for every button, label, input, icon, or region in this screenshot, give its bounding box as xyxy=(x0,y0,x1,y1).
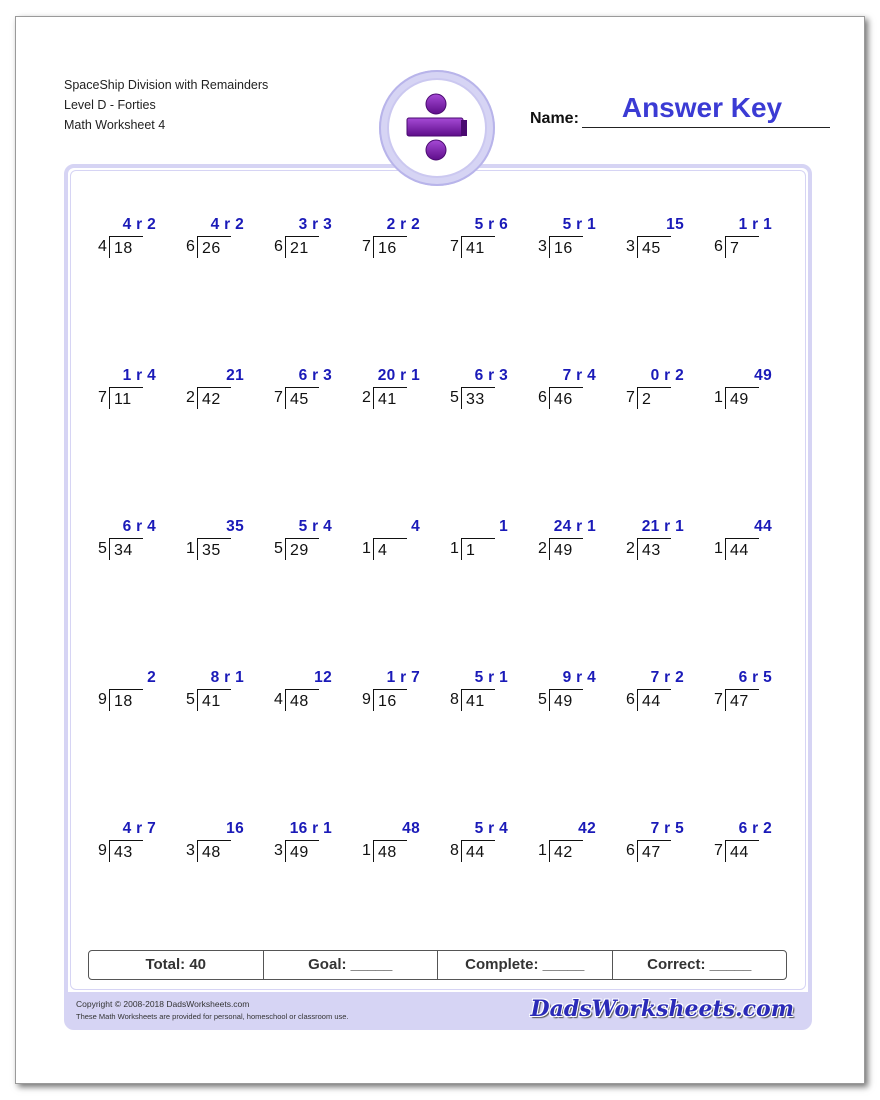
dividend: 11 xyxy=(114,391,132,408)
divisor: 4 xyxy=(274,691,283,708)
division-problem xyxy=(274,669,332,719)
division-problem xyxy=(450,518,508,568)
dividend: 49 xyxy=(730,391,749,408)
division-problem xyxy=(626,518,684,568)
dividend: 49 xyxy=(554,542,573,559)
dividend-bracket xyxy=(637,689,671,711)
dividend: 4 xyxy=(378,542,388,559)
quotient-answer: 5 r 1 xyxy=(474,669,508,686)
division-problem xyxy=(626,669,684,719)
division-problem xyxy=(362,669,420,719)
quotient-answer: 6 r 2 xyxy=(738,820,772,837)
divisor: 6 xyxy=(538,389,547,406)
dividend-bracket xyxy=(109,840,143,862)
total-count: Total: 40 xyxy=(89,951,264,979)
divisor: 7 xyxy=(626,389,635,406)
division-problem xyxy=(714,518,772,568)
dividend: 18 xyxy=(114,240,133,257)
site-logo: DadsWorksheets.com xyxy=(530,996,794,1022)
division-problem xyxy=(274,518,332,568)
division-problem xyxy=(186,518,244,568)
quotient-answer: 42 xyxy=(578,820,596,837)
divisor: 2 xyxy=(538,540,547,557)
divisor: 3 xyxy=(274,842,283,859)
correct-field: Correct: _____ xyxy=(647,956,752,973)
divisor: 3 xyxy=(186,842,195,859)
dividend-bracket xyxy=(461,236,495,258)
dividend-bracket xyxy=(197,236,231,258)
divisor: 6 xyxy=(186,238,195,255)
quotient-answer: 5 r 6 xyxy=(474,216,508,233)
division-problem xyxy=(626,216,684,266)
dividend-bracket xyxy=(373,236,407,258)
quotient-answer: 16 r 1 xyxy=(289,820,332,837)
dividend: 41 xyxy=(466,240,485,257)
dividend-bracket xyxy=(461,689,495,711)
dividend: 46 xyxy=(554,391,573,408)
footer-band xyxy=(66,992,810,1028)
worksheet-level: Level D - Forties xyxy=(64,98,156,112)
division-problem xyxy=(538,820,596,870)
dividend: 44 xyxy=(466,844,485,861)
dividend: 7 xyxy=(730,240,740,257)
dividend-bracket xyxy=(109,689,143,711)
quotient-answer: 6 r 3 xyxy=(474,367,508,384)
division-problem xyxy=(98,216,156,266)
division-problem xyxy=(98,367,156,417)
quotient-answer: 6 r 5 xyxy=(738,669,772,686)
divisor: 7 xyxy=(714,691,723,708)
quotient-answer: 16 xyxy=(226,820,244,837)
division-problem xyxy=(450,669,508,719)
dividend: 49 xyxy=(290,844,309,861)
quotient-answer: 12 xyxy=(314,669,332,686)
dividend: 43 xyxy=(114,844,133,861)
dividend-bracket xyxy=(549,689,583,711)
dividend-bracket xyxy=(373,387,407,409)
division-problem xyxy=(714,216,772,266)
dividend: 26 xyxy=(202,240,221,257)
dividend: 41 xyxy=(466,693,485,710)
division-badge xyxy=(379,70,495,186)
quotient-answer: 0 r 2 xyxy=(650,367,684,384)
quotient-answer: 15 xyxy=(666,216,684,233)
dividend: 45 xyxy=(290,391,309,408)
name-label: Name: xyxy=(530,110,579,127)
division-problem xyxy=(538,518,596,568)
division-problem xyxy=(538,216,596,266)
dividend-bracket xyxy=(549,840,583,862)
divisor: 1 xyxy=(362,540,371,557)
dividend: 2 xyxy=(642,391,652,408)
quotient-answer: 49 xyxy=(754,367,772,384)
divisor: 5 xyxy=(186,691,195,708)
divisor: 6 xyxy=(626,842,635,859)
quotient-answer: 5 r 4 xyxy=(474,820,508,837)
dividend-bracket xyxy=(637,538,671,560)
dividend: 44 xyxy=(730,542,749,559)
division-problem xyxy=(98,669,156,719)
usage-notice: These Math Worksheets are provided for personal, homeschool or classroom use. xyxy=(76,1012,349,1021)
name-line xyxy=(582,127,830,128)
dividend-bracket xyxy=(725,840,759,862)
dividend-bracket xyxy=(461,538,495,560)
quotient-answer: 20 r 1 xyxy=(377,367,420,384)
dividend: 45 xyxy=(642,240,661,257)
worksheet-title: SpaceShip Division with Remainders xyxy=(64,78,269,92)
division-problem xyxy=(186,669,244,719)
divisor: 2 xyxy=(626,540,635,557)
division-problem xyxy=(714,367,772,417)
dividend: 44 xyxy=(642,693,661,710)
dividend-bracket xyxy=(285,538,319,560)
dividend: 21 xyxy=(290,240,309,257)
divisor: 7 xyxy=(274,389,283,406)
quotient-answer: 4 r 7 xyxy=(122,820,156,837)
divisor: 2 xyxy=(362,389,371,406)
dividend-bracket xyxy=(637,387,671,409)
dividend-bracket xyxy=(725,689,759,711)
division-problem xyxy=(450,216,508,266)
quotient-answer: 5 r 4 xyxy=(298,518,332,535)
quotient-answer: 1 r 7 xyxy=(386,669,420,686)
copyright-text: Copyright © 2008-2018 DadsWorksheets.com xyxy=(76,999,250,1009)
answer-key-text: Answer Key xyxy=(621,92,783,123)
division-problem xyxy=(186,820,244,870)
divisor: 5 xyxy=(538,691,547,708)
divisor: 3 xyxy=(626,238,635,255)
quotient-answer: 7 r 2 xyxy=(650,669,684,686)
quotient-answer: 24 r 1 xyxy=(553,518,596,535)
quotient-answer: 1 xyxy=(499,518,508,535)
dividend-bracket xyxy=(725,538,759,560)
dividend: 16 xyxy=(554,240,573,257)
divisor: 1 xyxy=(186,540,195,557)
quotient-answer: 2 xyxy=(147,669,156,686)
dividend-bracket xyxy=(725,236,759,258)
divisor: 8 xyxy=(450,691,459,708)
dividend-bracket xyxy=(549,538,583,560)
quotient-answer: 4 r 2 xyxy=(122,216,156,233)
division-problem xyxy=(538,669,596,719)
quotient-answer: 2 r 2 xyxy=(386,216,420,233)
dividend: 34 xyxy=(114,542,133,559)
division-problem xyxy=(626,367,684,417)
division-problem xyxy=(186,367,244,417)
dividend-bracket xyxy=(373,689,407,711)
dividend-bracket xyxy=(373,538,407,560)
division-problem xyxy=(274,216,332,266)
dividend: 29 xyxy=(290,542,309,559)
dividend-bracket xyxy=(637,236,671,258)
dividend-bracket xyxy=(197,689,231,711)
division-problem xyxy=(362,367,420,417)
divisor: 5 xyxy=(98,540,107,557)
quotient-answer: 3 r 3 xyxy=(298,216,332,233)
quotient-answer: 4 xyxy=(411,518,420,535)
dividend: 42 xyxy=(554,844,573,861)
division-problem xyxy=(186,216,244,266)
quotient-answer: 4 r 2 xyxy=(210,216,244,233)
divisor: 2 xyxy=(186,389,195,406)
divisor: 1 xyxy=(362,842,371,859)
quotient-answer: 35 xyxy=(226,518,244,535)
quotient-answer: 5 r 1 xyxy=(562,216,596,233)
division-problem xyxy=(450,367,508,417)
divisor: 7 xyxy=(362,238,371,255)
quotient-answer: 44 xyxy=(754,518,772,535)
divisor: 5 xyxy=(450,389,459,406)
dividend-bracket xyxy=(285,689,319,711)
divisor: 7 xyxy=(714,842,723,859)
divisor: 9 xyxy=(98,842,107,859)
dividend: 49 xyxy=(554,693,573,710)
dividend: 1 xyxy=(466,542,476,559)
dividend-bracket xyxy=(197,538,231,560)
divisor: 8 xyxy=(450,842,459,859)
quotient-answer: 6 r 3 xyxy=(298,367,332,384)
goal-field: Goal: _____ xyxy=(264,951,439,979)
dividend: 43 xyxy=(642,542,661,559)
division-problem xyxy=(538,367,596,417)
dividend: 48 xyxy=(202,844,221,861)
dividend: 16 xyxy=(378,240,397,257)
dividend-bracket xyxy=(109,236,143,258)
dividend-bracket xyxy=(461,387,495,409)
dividend: 33 xyxy=(466,391,485,408)
dividend: 16 xyxy=(378,693,397,710)
divisor: 1 xyxy=(714,389,723,406)
dividend: 44 xyxy=(730,844,749,861)
divisor: 1 xyxy=(538,842,547,859)
dividend-bracket xyxy=(197,840,231,862)
division-problem xyxy=(98,820,156,870)
divisor: 6 xyxy=(626,691,635,708)
quotient-answer: 6 r 4 xyxy=(122,518,156,535)
divisor: 9 xyxy=(362,691,371,708)
division-problem xyxy=(274,367,332,417)
dividend-bracket xyxy=(109,387,143,409)
division-problem xyxy=(450,820,508,870)
dividend-bracket xyxy=(725,387,759,409)
quotient-answer: 9 r 4 xyxy=(562,669,596,686)
complete-field: Complete: _____ xyxy=(438,951,613,979)
divisor: 4 xyxy=(98,238,107,255)
divisor: 1 xyxy=(714,540,723,557)
dividend-bracket xyxy=(373,840,407,862)
worksheet-number: Math Worksheet 4 xyxy=(64,118,166,132)
dividend-bracket xyxy=(549,387,583,409)
dividend-bracket xyxy=(285,840,319,862)
dividend-bracket xyxy=(285,387,319,409)
divisor: 6 xyxy=(714,238,723,255)
divisor: 1 xyxy=(450,540,459,557)
division-problem xyxy=(714,669,772,719)
quotient-answer: 7 r 5 xyxy=(650,820,684,837)
divisor: 3 xyxy=(538,238,547,255)
divisor: 7 xyxy=(98,389,107,406)
dividend: 48 xyxy=(290,693,309,710)
quotient-answer: 8 r 1 xyxy=(210,669,244,686)
dividend-bracket xyxy=(461,840,495,862)
divisor: 7 xyxy=(450,238,459,255)
division-problem xyxy=(362,216,420,266)
dividend: 47 xyxy=(642,844,661,861)
dividend: 41 xyxy=(378,391,397,408)
divisor: 6 xyxy=(274,238,283,255)
dividend-bracket xyxy=(109,538,143,560)
quotient-answer: 21 r 1 xyxy=(641,518,684,535)
dividend-bracket xyxy=(637,840,671,862)
quotient-answer: 7 r 4 xyxy=(562,367,596,384)
dividend: 18 xyxy=(114,693,133,710)
dividend: 41 xyxy=(202,693,221,710)
dividend-bracket xyxy=(197,387,231,409)
dividend: 35 xyxy=(202,542,221,559)
dividend-bracket xyxy=(549,236,583,258)
quotient-answer: 1 r 4 xyxy=(122,367,156,384)
quotient-answer: 1 r 1 xyxy=(738,216,772,233)
division-problem xyxy=(98,518,156,568)
dividend: 48 xyxy=(378,844,397,861)
division-problem xyxy=(362,820,420,870)
quotient-answer: 21 xyxy=(226,367,244,384)
dividend: 47 xyxy=(730,693,749,710)
quotient-answer: 48 xyxy=(402,820,420,837)
division-problem xyxy=(626,820,684,870)
division-problem xyxy=(274,820,332,870)
score-box xyxy=(88,950,787,980)
division-sign-icon xyxy=(403,92,471,164)
dividend-bracket xyxy=(285,236,319,258)
problem-frame-inner xyxy=(70,170,806,990)
divisor: 5 xyxy=(274,540,283,557)
division-problem xyxy=(362,518,420,568)
dividend: 42 xyxy=(202,391,221,408)
division-problem xyxy=(714,820,772,870)
divisor: 9 xyxy=(98,691,107,708)
